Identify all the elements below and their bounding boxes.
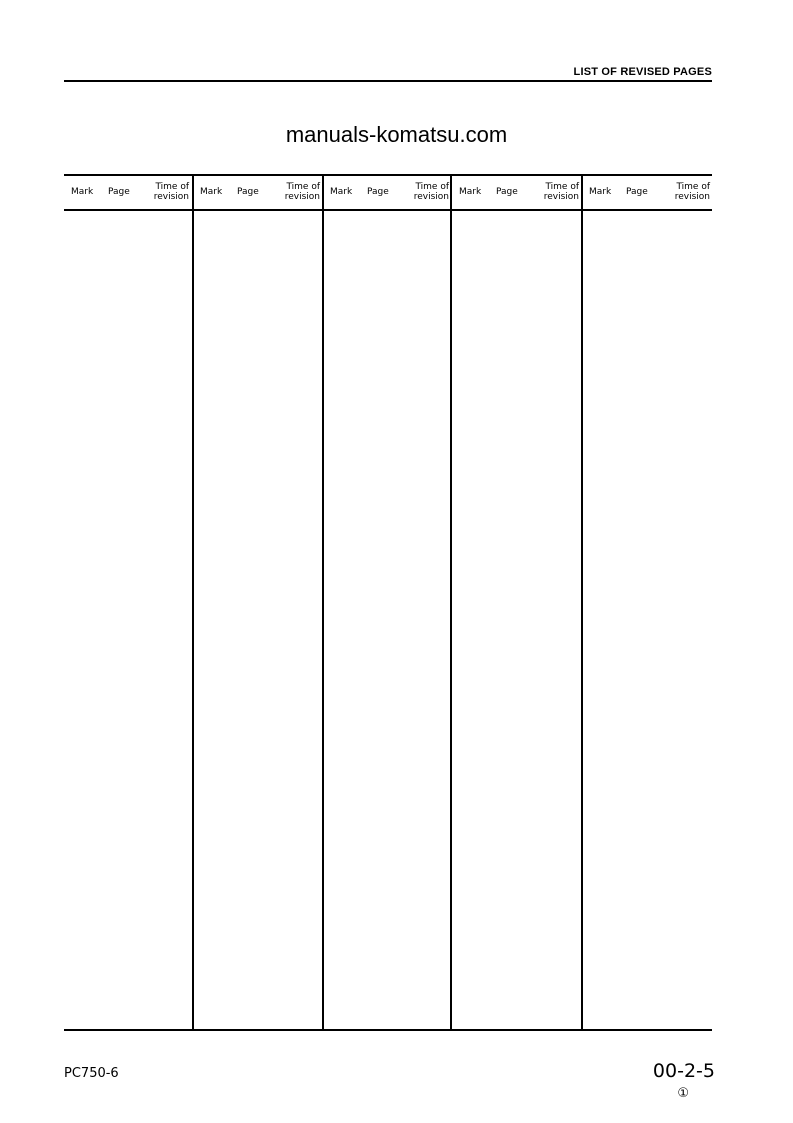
- column-header-time-line1: Time of: [415, 182, 449, 192]
- column-header-time-line1: Time of: [286, 182, 320, 192]
- footer-revision-mark: ①: [677, 1086, 689, 1101]
- footer-page-number: 00-2-5: [652, 1060, 715, 1082]
- column-header-page: Page: [496, 187, 518, 197]
- column-header-mark: Mark: [71, 187, 94, 197]
- column-header-mark: Mark: [330, 187, 353, 197]
- column-header-time-of-revision: [154, 182, 189, 202]
- column-header-time-line2: revision: [674, 192, 710, 202]
- column-group-3: [322, 176, 452, 1029]
- column-header-time-line2: revision: [284, 192, 320, 202]
- column-header-page: Page: [108, 187, 130, 197]
- column-header-mark: Mark: [459, 187, 482, 197]
- column-header-mark: Mark: [589, 187, 612, 197]
- column-header-time-of-revision: [285, 182, 320, 202]
- column-header-time-of-revision: [675, 182, 710, 202]
- watermark-text: manuals-komatsu.com: [285, 122, 508, 147]
- column-group-4: [450, 176, 583, 1029]
- column-header-page: Page: [367, 187, 389, 197]
- header-rule: [64, 80, 712, 82]
- column-group-2: [192, 176, 324, 1029]
- column-header-mark: Mark: [200, 187, 223, 197]
- column-header-time-line2: revision: [153, 192, 189, 202]
- column-header-time-line1: Time of: [545, 182, 579, 192]
- footer-model-number: PC750-6: [64, 1066, 119, 1081]
- column-header-time-line2: revision: [413, 192, 449, 202]
- column-header-time-line1: Time of: [155, 182, 189, 192]
- column-group-1: [64, 176, 192, 1029]
- revised-pages-table: [64, 174, 712, 1031]
- column-header-page: Page: [626, 187, 648, 197]
- column-header-time-of-revision: [414, 182, 449, 202]
- column-header-time-of-revision: [544, 182, 579, 202]
- column-header-page: Page: [237, 187, 259, 197]
- column-header-time-line2: revision: [543, 192, 579, 202]
- column-group-5: [581, 176, 714, 1029]
- page-header-title: LIST OF REVISED PAGES: [573, 66, 712, 78]
- column-header-time-line1: Time of: [676, 182, 710, 192]
